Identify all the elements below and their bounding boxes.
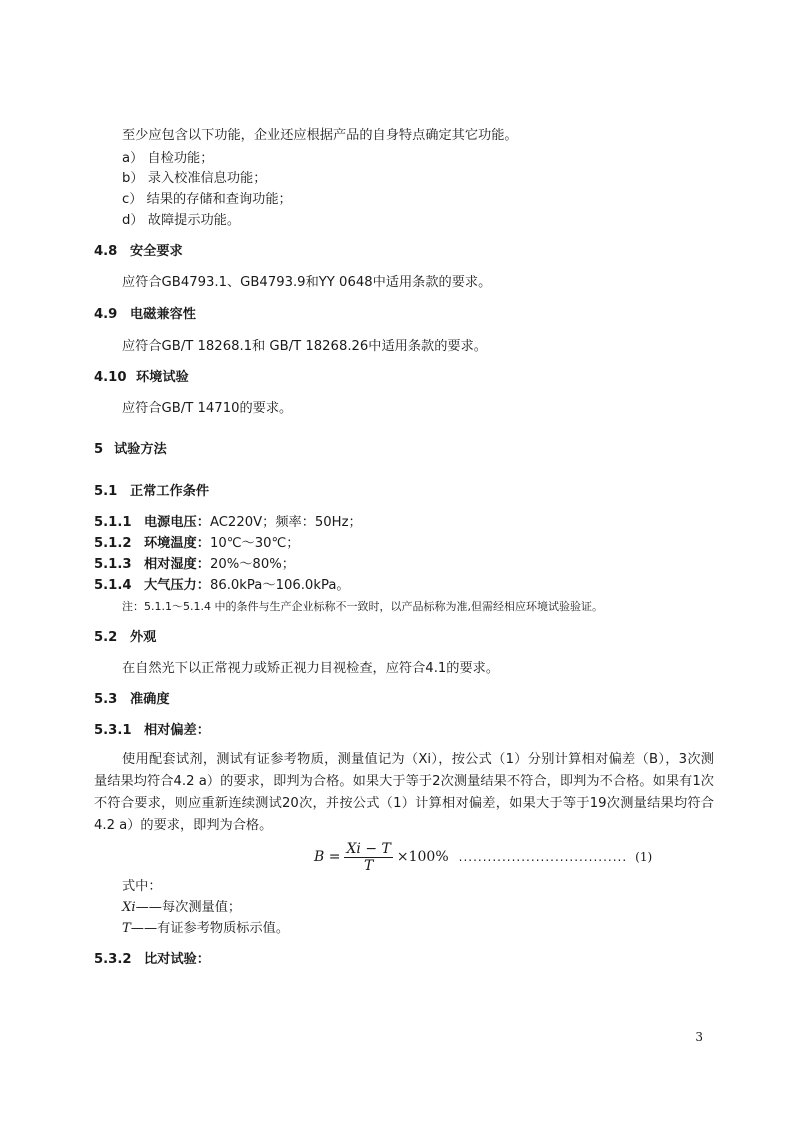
- condition-5-1-2: 5.1.2 环境温度：10℃～30℃；: [94, 536, 300, 551]
- formula-fraction: [344, 841, 392, 874]
- relative-deviation-formula: [314, 840, 652, 874]
- function-item-a: a） 自检功能；: [122, 151, 214, 166]
- where-xi: Xi——每次测量值；: [122, 900, 242, 915]
- formula-numerator: Xi − T: [346, 840, 391, 857]
- formula-label: (1): [635, 850, 653, 864]
- section-5-3-heading: 5.3 准确度: [94, 692, 170, 707]
- section-4-9-body: 应符合GB/T 18268.1和 GB/T 18268.26中适用条款的要求。: [122, 339, 487, 354]
- intro-text: 至少应包含以下功能，企业还应根据产品的自身特点确定其它功能。: [122, 128, 518, 143]
- section-5-2-heading: 5.2 外观: [94, 630, 157, 645]
- function-item-c: c） 结果的存储和查询功能；: [122, 192, 292, 207]
- where-title: 式中：: [122, 879, 162, 894]
- section-4-8-body: 应符合GB4793.1、GB4793.9和YY 0648中适用条款的要求。: [122, 275, 492, 290]
- section-5-2-body: 在自然光下以正常视力或矫正视力目视检查，应符合4.1的要求。: [122, 661, 500, 676]
- function-item-d: d） 故障提示功能。: [122, 213, 241, 228]
- section-5-heading: 5 试验方法: [94, 442, 167, 457]
- section-5-3-1-body: 使用配套试剂，测试有证参考物质，测量值记为（Xi），按公式（1）分别计算相对偏差（B），3次测量结果均符合4.2 a）的要求，即判为合格。如果大于等于2次测量结果不符合，即判为不合格。如果有1次不符合要求，则应重新连续测试20次，并按公式（1）计算相对偏差，如果大于等于19次测量结果均符合4.2 a）的要求，即判为合格。: [94, 752, 714, 833]
- section-5-1-heading: 5.1 正常工作条件: [94, 484, 210, 499]
- formula-factor: ×100%: [396, 849, 449, 865]
- page-number: 3: [695, 1030, 703, 1044]
- section-4-9-heading: 4.9 电磁兼容性: [94, 307, 196, 322]
- condition-5-1-1: 5.1.1 电源电压：AC220V；频率：50Hz；: [94, 515, 362, 530]
- condition-5-1-3: 5.1.3 相对湿度：20%～80%；: [94, 557, 295, 572]
- function-item-b: b） 录入校准信息功能；: [122, 171, 267, 186]
- formula-denominator: T: [364, 857, 374, 874]
- section-4-10-heading: 4.10 环境试验: [94, 370, 189, 385]
- where-t: T——有证参考物质标示值。: [122, 921, 290, 936]
- section-5-3-1-heading: 5.3.1 相对偏差：: [94, 723, 210, 738]
- formula-leader-dots: ...................................: [458, 850, 628, 864]
- conditions-note: 注：5.1.1～5.1.4 中的条件与生产企业标称不一致时，以产品标称为准,但需经相应环境试验验证。: [122, 600, 603, 613]
- condition-5-1-4: 5.1.4 大气压力：86.0kPa～106.0kPa。: [94, 578, 350, 593]
- section-5-3-2-heading: 5.3.2 比对试验：: [94, 952, 210, 967]
- section-4-10-body: 应符合GB/T 14710的要求。: [122, 401, 293, 416]
- section-4-8-heading: 4.8 安全要求: [94, 244, 183, 259]
- formula-lhs: B =: [314, 849, 341, 865]
